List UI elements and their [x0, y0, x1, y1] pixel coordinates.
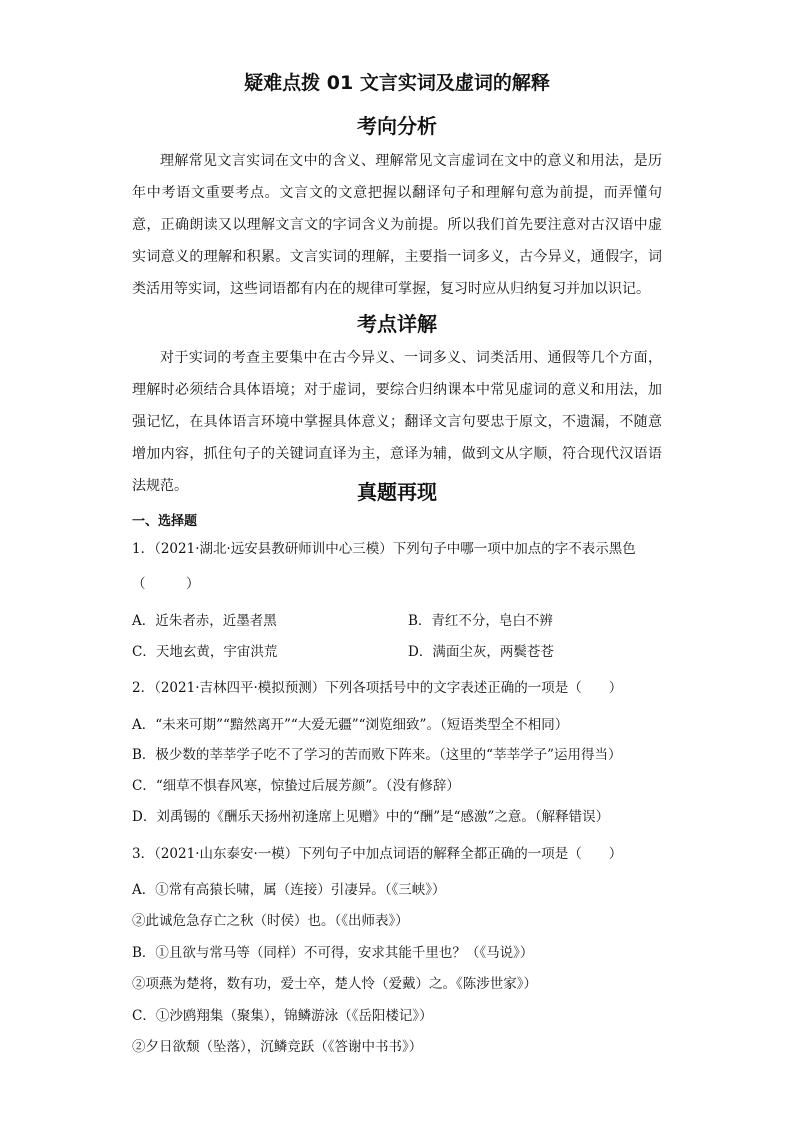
detail-paragraph: 对于实词的考查主要集中在古今异义、一词多义、词类活用、通假等几个方面，理解时必须结合具体语境；对于虚词，要综合归纳课本中常见虚词的意义和用法，加强记忆，在具体语言环境中掌握具体意义；翻译文言句要忠于原文，不遗漏，不随意增加内容，抓住句子的关键词直译为主，意译为辅，做到文从字顺，符合现代汉语语法规范。 [132, 350, 662, 494]
q1-option-c: C．天地玄黄，宇宙洪荒 [132, 644, 278, 660]
q1-option-d: D．满面尘灰，两鬓苍苍 [408, 644, 554, 660]
q2-option-d: D．刘禹锡的《酬乐天扬州初逢席上见赠》中的“酬”是“感激”之意。（解释错误） [132, 809, 610, 825]
q2-stem: 2．（2021·吉林四平·模拟预测）下列各项括号中的文字表述正确的一项是（ ） [132, 680, 623, 696]
q1-option-b: B．青红不分，皂白不辨 [408, 613, 553, 629]
section-heading-analysis: 考向分析 [357, 114, 437, 138]
q3-option-c-1: C．①沙鸥翔集（聚集），锦鳞游泳（《岳阳楼记》） [132, 1008, 433, 1024]
q3-stem: 3．（2021·山东泰安·一模）下列句子中加点词语的解释全都正确的一项是（ ） [132, 846, 623, 862]
q1-answer-paren: （ ） [132, 576, 200, 592]
section-heading-real: 真题再现 [357, 480, 437, 504]
section-heading-detail: 考点详解 [357, 312, 437, 336]
q3-option-c-2: ②夕日欲颓（坠落），沉鳞竞跃（《答谢中书书》） [132, 1039, 423, 1055]
q3-option-b-2: ②项燕为楚将，数有功，爱士卒，楚人怜（爱戴）之。《陈涉世家》） [132, 976, 537, 992]
q3-option-a-2: ②此诚危急存亡之秋（时侯）也。（《出师表》） [132, 913, 409, 929]
analysis-paragraph: 理解常见文言实词在文中的含义、理解常见文言虚词在文中的意义和用法，是历年中考语文重要考点。文言文的文意把握以翻译句子和理解句意为前提，而弄懂句意，正确朗读又以理解文言文的字词含义为前提。所以我们首先要注意对古汉语中虚实词意义的理解和积累。文言实词的理解，主要指一词多义，古今异义，通假字，词类活用等实词，这些词语都有内在的规律可掌握，复习时应从归纳复习并加以识记。 [132, 153, 662, 297]
q2-option-a: A．“未来可期”“黯然离开”“大爱无疆”“浏览细致”。（短语类型全不相同） [132, 717, 569, 733]
q2-option-c: C．“细草不惧春风寒，惊蛰过后展芳颜”。（没有修辞） [132, 778, 460, 794]
part-label: 一、选择题 [132, 514, 198, 529]
q2-option-b: B．极少数的莘莘学子吃不了学习的苦而败下阵来。（这里的“莘莘学子”运用得当） [132, 747, 622, 763]
q1-option-a: A．近朱者赤，近墨者黑 [132, 613, 277, 629]
q1-stem: 1．（2021·湖北·远安县教研师训中心三模）下列句子中哪一项中加点的字不表示黑色 [132, 541, 636, 557]
q3-option-b-1: B．①且欲与常马等（同样）不可得，安求其能千里也？（《马说》） [132, 945, 534, 961]
q3-option-a-1: A．①常有高猿长啸，属（连接）引凄异。（《三峡》） [132, 882, 446, 898]
page-title: 疑难点拨 01 文言实词及虚词的解释 [244, 72, 550, 94]
